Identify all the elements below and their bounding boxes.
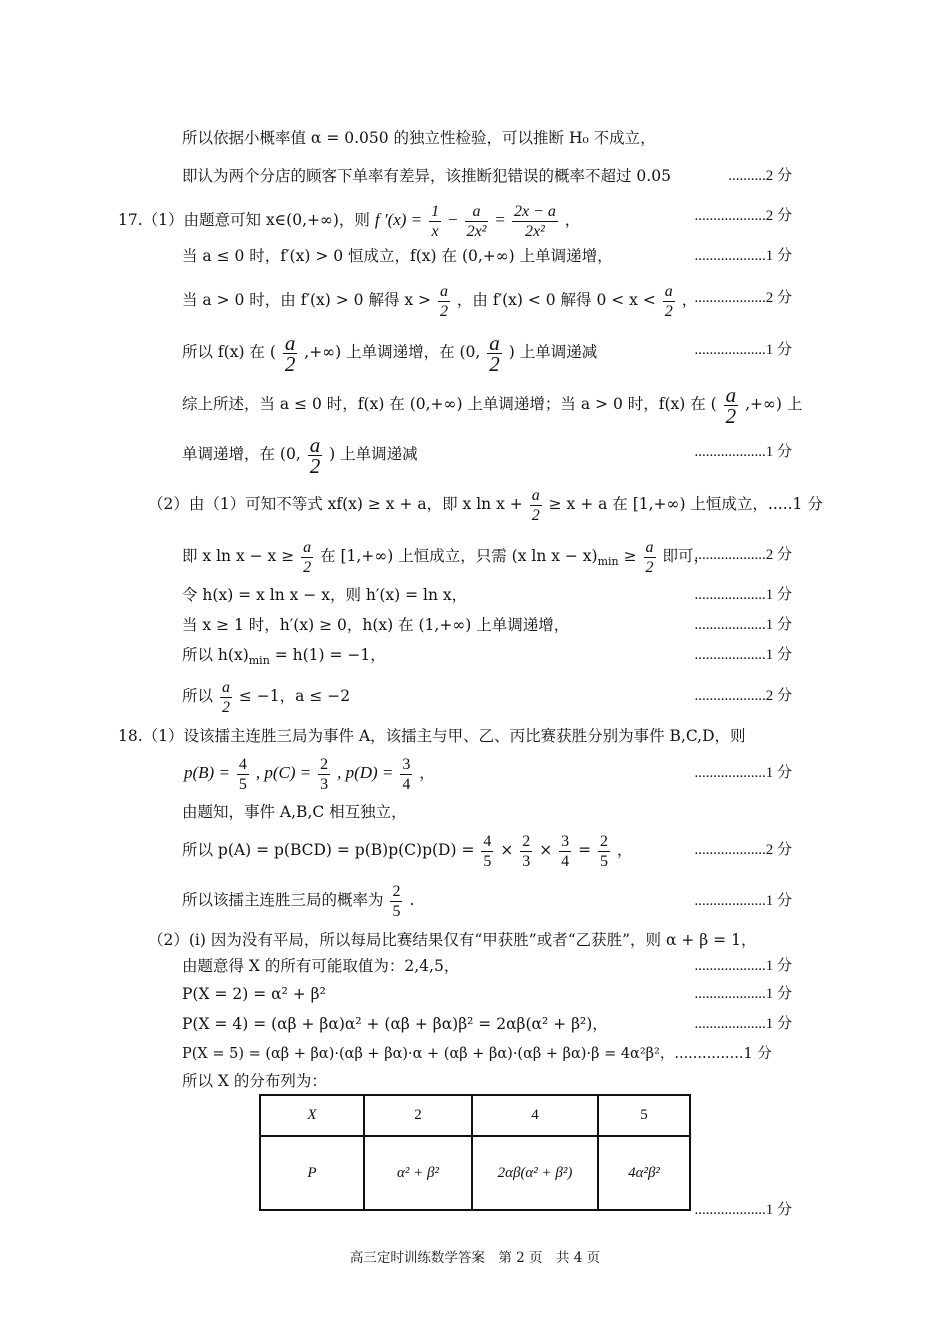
points: ...................1 分: [694, 248, 792, 264]
derivative-label: f ′(x) =: [374, 210, 423, 229]
fraction-a-over-2: $\frac{a}{2}$: [725, 382, 737, 428]
q17-summary-2: 单调递增，在 (0, $\frac{a}{2}$ ) 上单调递减: [182, 432, 418, 478]
q17-hx-mono: 当 x ≥ 1 时，h′(x) ≥ 0，h(x) 在 (1,+∞) 上单调递增，: [182, 616, 570, 634]
points: ...................1 分: [694, 617, 792, 633]
fraction-2-5: $\frac{2}{5}$: [600, 832, 609, 870]
points: ...................2 分: [694, 842, 792, 858]
q17-monotonic: 所以 f(x) 在 ( $\frac{a}{2}$ ,+∞) 上单调递增，在 (0, $\frac{a}{2}$ ) 上单调递减: [182, 330, 598, 376]
fraction-a-over-2: $\frac{a}{2}$: [489, 330, 500, 376]
q17-head: 17.（1）由题意可知 x∈(0,+∞)，则 f ′(x) = $\frac{1}{x}$ − $\frac{a}{\text{2x²}}$ = $\frac{2x - a}{\text{2x²}}$ ，: [118, 202, 581, 240]
table-cell: X: [260, 1095, 364, 1136]
points: ...................1 分: [694, 893, 792, 909]
fraction-4-5: $\frac{4}{5}$: [238, 755, 247, 793]
fraction-a-over-2: $\frac{a}{2}$: [221, 678, 230, 716]
table-cell: 5: [598, 1095, 690, 1136]
points: ..........2 分: [728, 168, 792, 184]
table-cell: 2αβ(α² + β²): [472, 1136, 598, 1210]
q17-part2-line2: 即 x ln x − x ≥ $\frac{a}{2}$ 在 [1,+∞) 上恒成立，只需 (x $\ln x - x)_{min}$ ≥ $\frac{a}{2}$ 即可，: [182, 538, 709, 576]
points: ...................2 分: [694, 208, 792, 224]
points: ...................1 分: [694, 958, 792, 974]
fraction-a-over-2: $\frac{a}{2}$: [531, 486, 540, 524]
fraction-4-5: $\frac{4}{5}$: [483, 832, 492, 870]
fraction-2-5: $\frac{2}{5}$: [392, 882, 401, 920]
q18-dist-intro: 所以 X 的分布列为：: [182, 1072, 327, 1090]
table-cell: α² + β²: [364, 1136, 472, 1210]
fraction-2-3: $\frac{2}{3}$: [320, 755, 329, 793]
q17-final: 所以 $\frac{a}{2}$ ≤ −1，a ≤ −2: [182, 678, 351, 716]
q18-probabilities: p(B) = $\frac{4}{5}$ , p(C) = $\frac{2}{3}$ , p(D) = $\frac{3}{4}$ ，: [184, 755, 435, 793]
points: ...................1 分: [694, 647, 792, 663]
points: ...................2 分: [694, 290, 792, 306]
points: ...................2 分: [694, 688, 792, 704]
points: ...................1 分: [694, 986, 792, 1002]
q17-summary: 综上所述，当 a ≤ 0 时，f(x) 在 (0,+∞) 上单调递增；当 a > 0 时，f(x) 在 ( $\frac{a}{2}$ ,+∞) 上: [182, 382, 803, 428]
points: ...................1 分: [694, 765, 792, 781]
q18-independence: 由题知，事件 A,B,C 相互独立，: [182, 803, 407, 821]
points: ...................1 分: [694, 587, 792, 603]
table-cell: P: [260, 1136, 364, 1210]
table-cell: 2: [364, 1095, 472, 1136]
q17-hx-min: 所以 $h(x)_{min} = h(1) = -1$，: [182, 646, 386, 667]
q18-head: 18.（1）设该擂主连胜三局为事件 A，该擂主与甲、乙、丙比赛获胜分别为事件 B,C,D，则: [118, 727, 746, 745]
fraction-2x-a-over-2x2: $\frac{2x - a}{\text{2x²}}$: [513, 202, 556, 240]
fraction-2-3: $\frac{2}{3}$: [522, 832, 531, 870]
q18-px2: P(X = 2) = α² + β²: [182, 985, 326, 1003]
table-row: [260, 1136, 690, 1210]
q17-head-text: 17.（1）由题意可知 x∈(0,+∞)，则: [118, 211, 370, 229]
q18-px4: P(X = 4) = (αβ + βα)α² + (αβ + βα)β² = 2αβ(α² + β²)，: [182, 1015, 608, 1033]
q18-values: 由题意得 X 的所有可能取值为：2,4,5，: [182, 957, 460, 975]
fraction-a-over-2: $\frac{a}{2}$: [309, 432, 321, 478]
q17-case-a-le-0: 当 a ≤ 0 时，f′(x) > 0 恒成立，f(x) 在 (0,+∞) 上单调递增，: [182, 247, 613, 265]
fraction-a-over-2: $\frac{a}{2}$: [439, 282, 448, 320]
fraction-a-over-2: $\frac{a}{2}$: [645, 538, 654, 576]
table-cell: 4: [472, 1095, 598, 1136]
table-row: [260, 1095, 690, 1136]
q18-px5: P(X = 5) = (αβ + βα)·(αβ + βα)·α + (αβ + βα)·(αβ + βα)·β = 4α²β²，...............1 分: [182, 1046, 772, 1062]
points: ...................1 分: [694, 444, 792, 460]
q18-result: 所以该擂主连胜三局的概率为 $\frac{2}{5}$ .: [182, 882, 415, 920]
points: ...................2 分: [694, 547, 792, 563]
fraction-3-4: $\frac{3}{4}$: [561, 832, 570, 870]
fraction-a-over-2: $\frac{a}{2}$: [303, 538, 312, 576]
q18-part2-line1: （2）(i) 因为没有平局，所以每局比赛结果仅有“甲获胜”或者“乙获胜”，则 α + β = 1，: [148, 931, 757, 949]
q17-case-a-gt-0: 当 a > 0 时，由 f′(x) > 0 解得 x > $\frac{a}{2}$ ，由 f′(x) < 0 解得 0 < x < $\frac{a}{2}$ ，: [182, 282, 698, 320]
q17-hx-def: 令 h(x) = x ln x − x，则 h′(x) = ln x，: [182, 586, 468, 604]
points: ...................1 分: [694, 1202, 792, 1218]
fraction-1-over-x: $\frac{1}{x}$: [431, 202, 440, 240]
fraction-a-over-2: $\frac{a}{2}$: [664, 282, 673, 320]
page-footer: 高三定时训练数学答案 第 2 页 共 4 页: [349, 1250, 601, 1266]
fraction-3-4: $\frac{3}{4}$: [402, 755, 411, 793]
points: ...................1 分: [694, 1016, 792, 1032]
fraction-a-over-2: $\frac{a}{2}$: [284, 330, 296, 376]
fraction-a-over-2x2: $\frac{a}{\text{2x²}}$: [466, 202, 487, 240]
table-cell: 4α²β²: [598, 1136, 690, 1210]
points: ...................1 分: [694, 342, 792, 358]
q18-product: 所以 p(A) = p(BCD) = p(B)p(C)p(D) = $\frac{4}{5}$ × $\frac{2}{3}$ × $\frac{3}{4}$ = $\frac{2}{5}$ ，: [182, 832, 633, 870]
q17-part2-line1: （2）由（1）可知不等式 xf(x) ≥ x + a，即 x ln x + $\frac{a}{2}$ ≥ x + a 在 [1,+∞) 上恒成立，.....1 分: [148, 486, 823, 524]
line-h0-conclusion: 所以依据小概率值 α = 0.050 的独立性检验，可以推断 H₀ 不成立，: [182, 129, 656, 147]
line-conclusion-2: 即认为两个分店的顾客下单率有差异，该推断犯错误的概率不超过 0.05: [182, 167, 671, 185]
distribution-table: [259, 1094, 691, 1211]
